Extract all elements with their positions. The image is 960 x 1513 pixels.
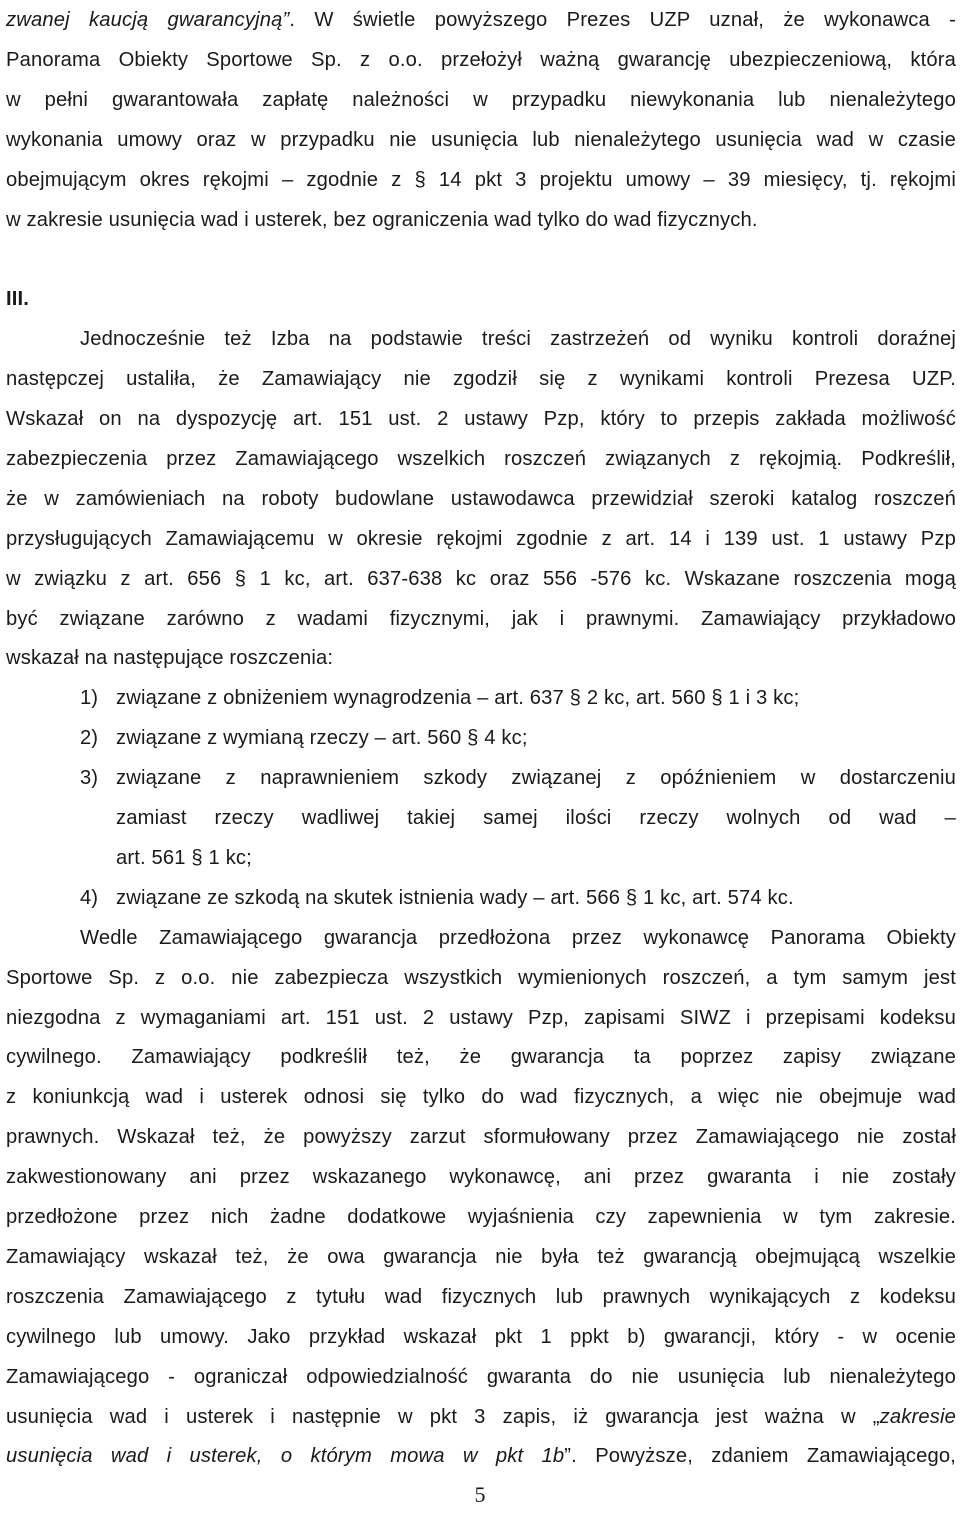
list-item-number: 4) (80, 886, 98, 909)
text-line: być związane zarówno z wadami fizycznymi, jak i prawnymi. Zamawiający przykładowo (6, 607, 956, 630)
text-line: niezgodna z wymaganiami art. 151 ust. 2 ustawy Pzp, zapisami SIWZ i przepisami kodeksu (6, 1006, 956, 1029)
list-item: art. 561 § 1 kc; (116, 846, 252, 869)
list-item: zamiast rzeczy wadliwej takiej samej ilości rzeczy wolnych od wad – (116, 807, 956, 829)
list-item-number: 3) (80, 767, 98, 790)
text-line: Panorama Obiekty Sportowe Sp. z o.o. przełożył ważną gwarancję ubezpieczeniową, która (6, 48, 956, 71)
text-line: zakwestionowany ani przez wskazanego wykonawcę, ani przez gwaranta i nie zostały (6, 1166, 956, 1189)
section-heading: III. (6, 288, 30, 311)
text-line: że w zamówieniach na roboty budowlane ustawodawca przewidział szeroki katalog roszczeń (6, 487, 956, 510)
text-line: z koniunkcją wad i usterek odnosi się tylko do wad fizycznych, a więc nie obejmuje wad (6, 1086, 956, 1109)
text-line: Wskazał on na dyspozycję art. 151 ust. 2 ustawy Pzp, który to przepis zakłada możliwość (6, 408, 956, 430)
text-line: następczej ustaliła, że Zamawiający nie zgodził się z wynikami kontroli Prezesa UZP. (6, 368, 956, 391)
list-item-number: 1) (80, 687, 98, 710)
text-line: w zakresie usunięcia wad i usterek, bez ograniczenia wad tylko do wad fizycznych. (6, 208, 758, 231)
list-item: związane z obniżeniem wynagrodzenia – art. 637 § 2 kc, art. 560 § 1 i 3 kc; (116, 687, 800, 710)
text-line: roszczenia Zamawiającego z tytułu wad fizycznych lub prawnych wynikających z kodeksu (6, 1285, 956, 1308)
text-line: Zamawiającego - ograniczał odpowiedzialność gwaranta do nie usunięcia lub nienależytego (6, 1365, 956, 1388)
text-line: przedłożone przez nich żadne dodatkowe wyjaśnienia czy zapewnienia w tym zakresie. (6, 1206, 956, 1228)
text-line: w związku z art. 656 § 1 kc, art. 637-638 kc oraz 556 -576 kc. Wskazane roszczenia mogą (6, 567, 956, 590)
text-line: prawnych. Wskazał też, że powyższy zarzut sformułowany przez Zamawiającego nie został (6, 1126, 956, 1149)
page-number: 5 (474, 1482, 486, 1507)
text-line: cywilnego lub umowy. Jako przykład wskazał pkt 1 ppkt b) gwarancji, który - w ocenie (6, 1325, 956, 1348)
text-line: Jednocześnie też Izba na podstawie treści zastrzeżeń od wyniku kontroli doraźnej (80, 328, 956, 351)
text-line: przysługujących Zamawiającemu w okresie rękojmi zgodnie z art. 14 i 139 ust. 1 ustawy Pzp (6, 527, 956, 550)
text-line: Wedle Zamawiającego gwarancja przedłożona przez wykonawcę Panorama Obiekty (80, 926, 956, 949)
text-line: w pełni gwarantowała zapłatę należności w przypadku niewykonania lub nienależytego (6, 88, 956, 111)
text-line: cywilnego. Zamawiający podkreślił też, że gwarancja ta poprzez zapisy związane (6, 1046, 956, 1069)
text-line: wskazał na następujące roszczenia: (6, 647, 334, 670)
list-item: związane ze szkodą na skutek istnienia wady – art. 566 § 1 kc, art. 574 kc. (116, 886, 794, 909)
text-line: Sportowe Sp. z o.o. nie zabezpiecza wszystkich wymienionych roszczeń, a tym samym jest (6, 966, 956, 989)
text-line: zwanej kaucją gwarancyjną”. W świetle powyższego Prezes UZP uznał, że wykonawca - (6, 9, 956, 31)
text-line: obejmującym okres rękojmi – zgodnie z § 14 pkt 3 projektu umowy – 39 miesięcy, tj. rękojmi (6, 168, 956, 191)
text-line: usunięcia wad i usterek, o którym mowa w pkt 1b”. Powyższe, zdaniem Zamawiającego, (6, 1445, 956, 1468)
list-item: związane z naprawnieniem szkody związanej z opóźnieniem w dostarczeniu (116, 767, 956, 790)
list-item: związane z wymianą rzeczy – art. 560 § 4 kc; (116, 727, 528, 750)
text-line: zabezpieczenia przez Zamawiającego wszelkich roszczeń związanych z rękojmią. Podkreślił, (6, 447, 956, 470)
text-line: usunięcia wad i usterek i następnie w pkt 3 zapis, iż gwarancja jest ważna w „zakresie (6, 1405, 956, 1428)
text-line: Zamawiający wskazał też, że owa gwarancja nie była też gwarancją obejmującą wszelkie (6, 1245, 956, 1268)
list-item-number: 2) (80, 727, 98, 750)
text-line: wykonania umowy oraz w przypadku nie usunięcia lub nienależytego usunięcia wad w czasie (6, 128, 956, 151)
